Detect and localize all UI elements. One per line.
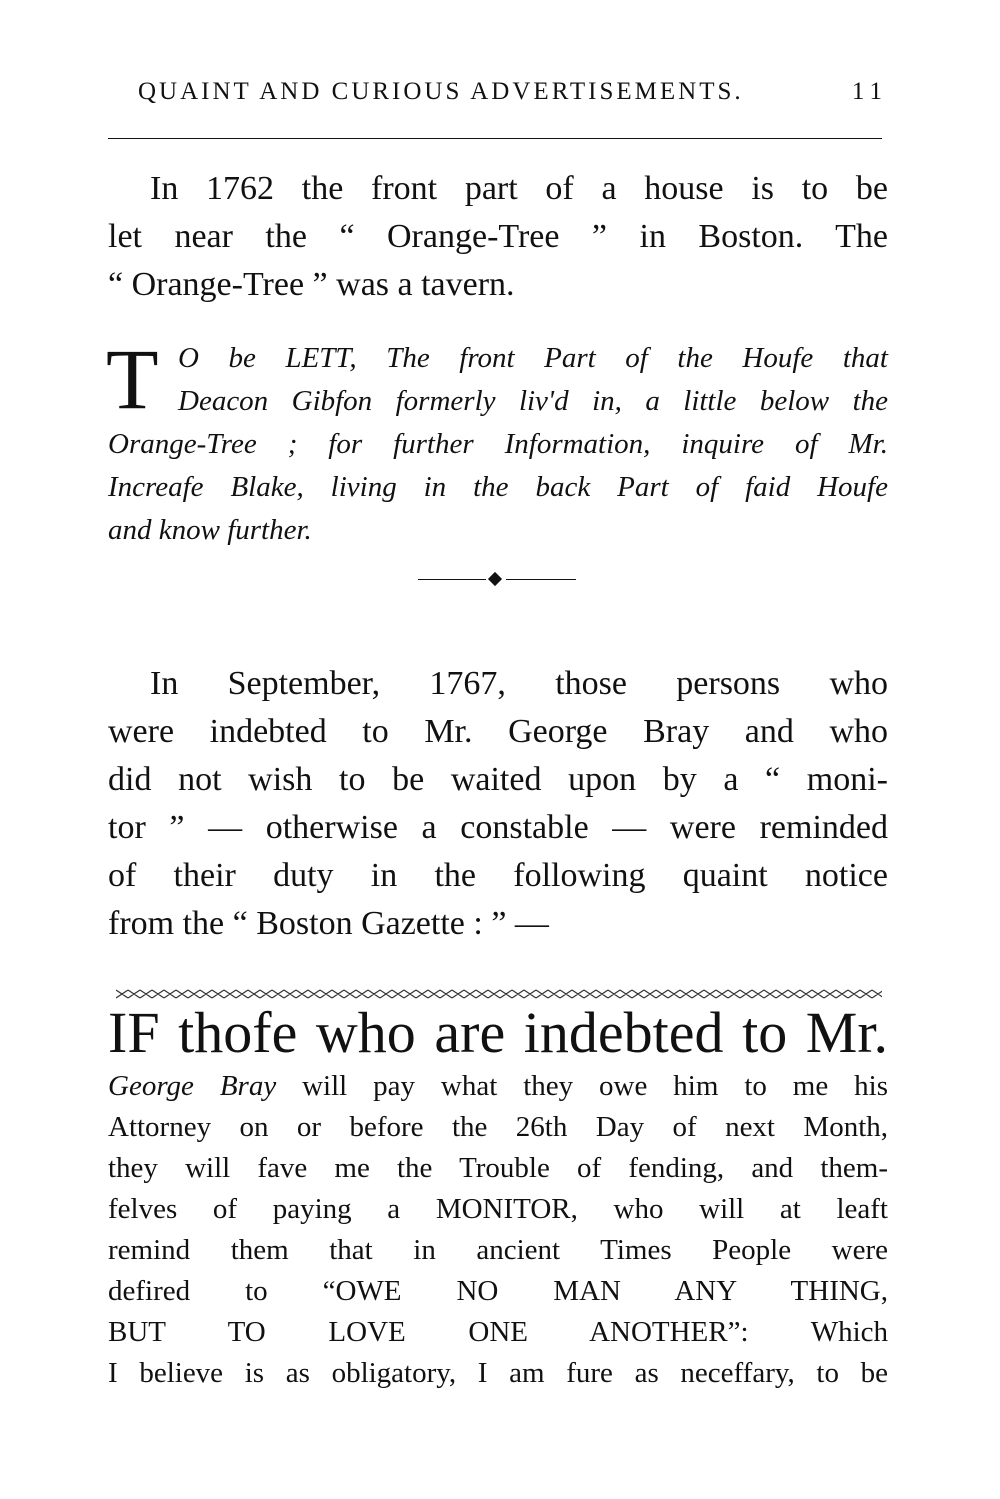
intro-paragraph-1 bbox=[108, 165, 888, 309]
text-line: let near the “ Orange-Tree ” in Boston. The bbox=[108, 218, 888, 255]
text-line: I believe is as obligatory, I am fure as neceffary, to be bbox=[108, 1357, 888, 1389]
text-line: of their duty in the following quaint notice bbox=[108, 857, 888, 894]
header-rule bbox=[108, 138, 882, 139]
text-line: and know further. bbox=[108, 514, 312, 546]
text-line: O be LETT, The front Part of the Houfe that bbox=[178, 342, 888, 374]
page-number: 11 bbox=[851, 78, 888, 105]
text-line: Attorney on or before the 26th Day of next Month, bbox=[108, 1111, 888, 1143]
text-line: from the “ Boston Gazette : ” — bbox=[108, 905, 549, 942]
text-line: In September, 1767, those persons who bbox=[150, 665, 888, 702]
section-ornament bbox=[418, 570, 576, 590]
running-header bbox=[108, 78, 890, 112]
text-line: BUT TO LOVE ONE ANOTHER”: Which bbox=[108, 1316, 888, 1348]
text-line: were indebted to Mr. George Bray and who bbox=[108, 713, 888, 750]
text-fragment: will pay what they owe him to me his bbox=[276, 1070, 888, 1102]
italic-name: George Bray bbox=[108, 1070, 277, 1102]
diamond-icon bbox=[488, 572, 502, 586]
text-line: “ Orange-Tree ” was a tavern. bbox=[108, 266, 515, 303]
text-line: Increafe Blake, living in the back Part of faid Houfe bbox=[108, 471, 888, 503]
ornament-bar-left bbox=[418, 579, 486, 580]
text-line: In 1762 the front part of a house is to be bbox=[150, 170, 888, 207]
drop-cap: T bbox=[106, 331, 159, 427]
text-line: remind them that in ancient Times People were bbox=[108, 1234, 888, 1266]
text-line: did not wish to be waited upon by a “ moni- bbox=[108, 761, 888, 798]
text-line: Orange-Tree ; for further Information, inquire of Mr. bbox=[108, 428, 888, 460]
advertisement-1 bbox=[106, 331, 888, 552]
advertisement-2 bbox=[108, 1000, 888, 1394]
text-line: they will fave me the Trouble of fending, and them- bbox=[108, 1152, 888, 1184]
text-line: tor ” — otherwise a constable — were reminded bbox=[108, 809, 888, 846]
ornament-bar-right bbox=[506, 579, 576, 580]
text-line bbox=[108, 1066, 888, 1107]
decorative-border-rule bbox=[116, 988, 882, 1000]
intro-paragraph-2 bbox=[108, 660, 888, 948]
text-line: defired to “OWE NO MAN ANY THING, bbox=[108, 1275, 888, 1307]
advert-headline: IF thofe who are indebted to Mr. bbox=[108, 1000, 888, 1065]
text-line: felves of paying a MONITOR, who will at leaft bbox=[108, 1193, 888, 1225]
text-line: Deacon Gibfon formerly liv'd in, a little below the bbox=[178, 385, 888, 417]
running-title: QUAINT AND CURIOUS ADVERTISEMENTS. bbox=[138, 78, 744, 105]
